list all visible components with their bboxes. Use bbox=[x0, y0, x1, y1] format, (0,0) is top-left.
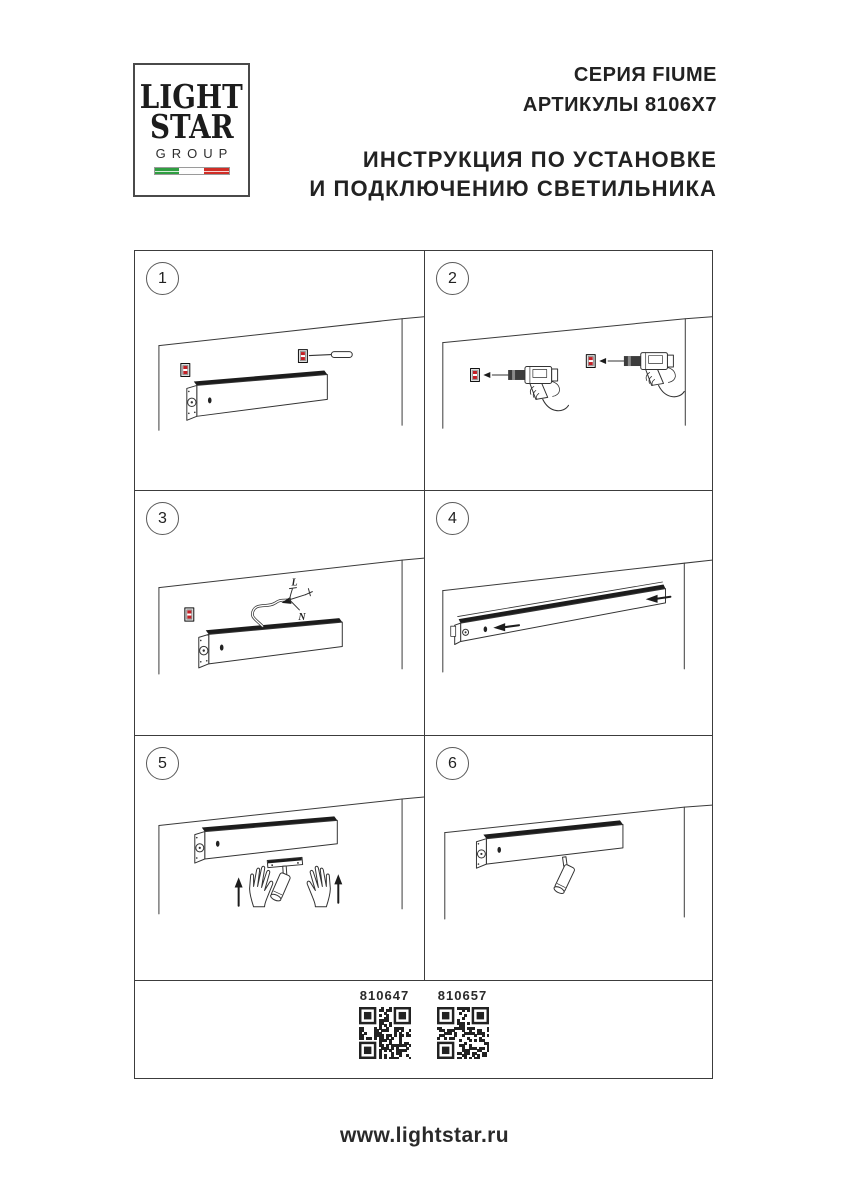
step-panel-4 bbox=[425, 491, 712, 736]
step-number-badge-1 bbox=[146, 262, 179, 295]
wire-label-neutral: N bbox=[298, 612, 306, 624]
instruction-title-line1: ИНСТРУКЦИЯ ПО УСТАНОВКЕ bbox=[362, 147, 717, 172]
step-number: 5 bbox=[158, 754, 167, 772]
article-number: 810657 bbox=[437, 988, 488, 1003]
step-panel-6 bbox=[425, 736, 712, 981]
step-number-badge-4 bbox=[436, 502, 469, 535]
qr-code-810657 bbox=[437, 1007, 489, 1059]
product-810657 bbox=[437, 988, 489, 1059]
qr-code-810647 bbox=[359, 1007, 411, 1059]
step-panel-1 bbox=[135, 251, 425, 491]
products-row bbox=[135, 981, 712, 1078]
step-3-illustration bbox=[135, 491, 424, 735]
website-url: www.lightstar.ru bbox=[340, 1124, 509, 1147]
instruction-title-line2: И ПОДКЛЮЧЕНИЮ СВЕТИЛЬНИКА bbox=[309, 176, 717, 201]
wire-label-line: L bbox=[291, 577, 298, 589]
product-810647 bbox=[359, 988, 411, 1059]
step-panel-2 bbox=[425, 251, 712, 491]
step-number-badge-5 bbox=[146, 747, 179, 780]
step-2-illustration bbox=[425, 251, 712, 490]
step-number-badge-3 bbox=[146, 502, 179, 535]
article-number: 810647 bbox=[359, 988, 410, 1003]
articles-line: АРТИКУЛЫ 8106X7 bbox=[522, 94, 717, 116]
step-panel-3 bbox=[135, 491, 425, 736]
step-6-illustration bbox=[425, 736, 712, 980]
logo-word-star: STAR bbox=[149, 107, 234, 146]
step-number-badge-6 bbox=[436, 747, 469, 780]
series-title: СЕРИЯ FIUME bbox=[573, 64, 717, 86]
step-1-illustration bbox=[135, 251, 424, 490]
step-number: 6 bbox=[448, 754, 457, 772]
lightstar-logo bbox=[133, 63, 250, 197]
instruction-title bbox=[309, 145, 717, 203]
steps-grid bbox=[134, 250, 713, 1079]
logo-word-group: GROUP bbox=[155, 146, 234, 161]
header bbox=[309, 60, 717, 203]
step-5-illustration bbox=[135, 736, 424, 980]
step-panel-5 bbox=[135, 736, 425, 981]
italian-flag-icon bbox=[154, 167, 230, 175]
step-number: 4 bbox=[448, 509, 457, 527]
step-4-illustration bbox=[425, 491, 712, 735]
step-number: 2 bbox=[448, 269, 457, 287]
logo-word-light: LIGHT bbox=[140, 77, 243, 116]
step-number: 3 bbox=[158, 509, 167, 527]
step-number: 1 bbox=[158, 269, 167, 287]
step-number-badge-2 bbox=[436, 262, 469, 295]
